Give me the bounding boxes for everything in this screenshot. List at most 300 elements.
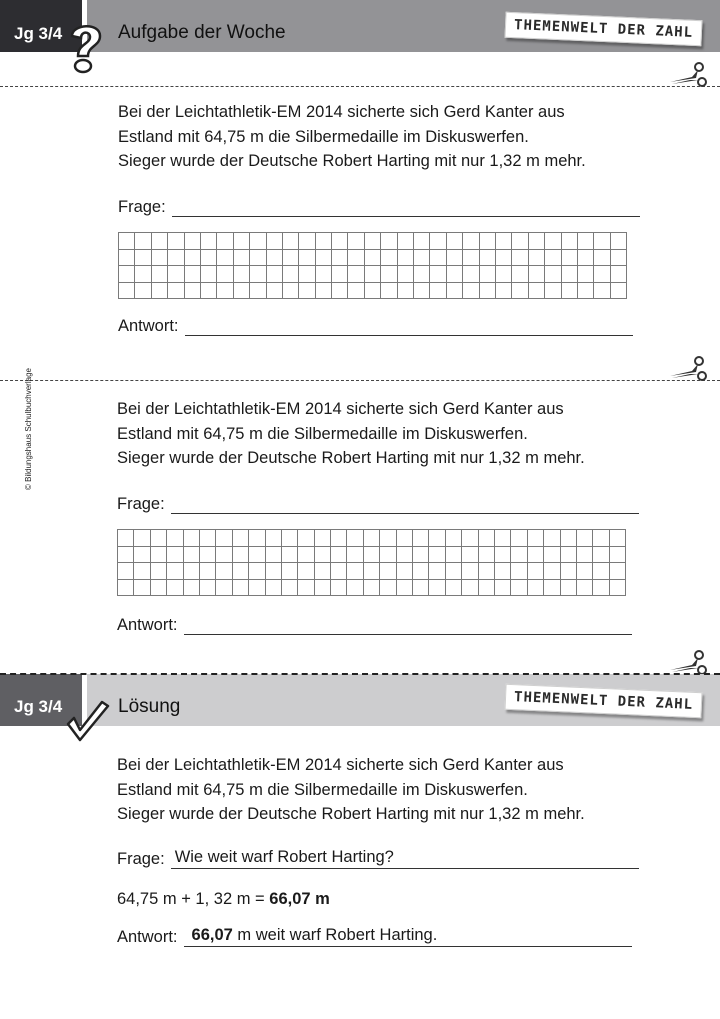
grid-cell[interactable]	[298, 563, 314, 580]
grid-cell[interactable]	[150, 546, 166, 563]
grid-cell[interactable]	[200, 233, 216, 250]
grid-cell[interactable]	[250, 282, 266, 299]
grid-cell[interactable]	[282, 266, 298, 283]
grid-cell[interactable]	[610, 266, 626, 283]
grid-cell[interactable]	[561, 266, 577, 283]
grid-cell[interactable]	[593, 546, 609, 563]
grid-cell[interactable]	[445, 530, 461, 547]
grid-cell[interactable]	[528, 249, 544, 266]
grid-cell[interactable]	[364, 233, 380, 250]
question-label: Frage:	[117, 850, 165, 868]
grid-cell[interactable]	[610, 249, 626, 266]
grid-cell[interactable]	[134, 579, 150, 596]
grid-cell[interactable]	[545, 282, 561, 299]
grid-cell[interactable]	[494, 579, 510, 596]
grid-cell[interactable]	[495, 282, 511, 299]
grid-cell[interactable]	[217, 233, 233, 250]
question-line	[171, 850, 639, 869]
grid-cell[interactable]	[397, 249, 413, 266]
grade-label: Jg 3/4	[14, 697, 63, 716]
grid-cell[interactable]	[184, 249, 200, 266]
grid-cell[interactable]	[347, 579, 363, 596]
grid-cell[interactable]	[249, 579, 265, 596]
grid-cell[interactable]	[413, 563, 429, 580]
grid-cell[interactable]	[560, 579, 576, 596]
grid-cell[interactable]	[512, 282, 528, 299]
grid-cell[interactable]	[183, 546, 199, 563]
grid-cell[interactable]	[249, 563, 265, 580]
answer-line	[184, 928, 632, 947]
grid-cell[interactable]	[199, 546, 215, 563]
grid-cell[interactable]	[380, 579, 396, 596]
grid-cell[interactable]	[200, 282, 216, 299]
answer-field-1[interactable]	[118, 317, 633, 336]
themenwelt-badge: THEMENWELT DER ZAHL	[505, 684, 703, 719]
grid-cell[interactable]	[544, 546, 560, 563]
grid-cell[interactable]	[200, 249, 216, 266]
grid-cell[interactable]	[265, 579, 281, 596]
grid-cell[interactable]	[167, 579, 183, 596]
grid-cell[interactable]	[527, 530, 543, 547]
grid-cell[interactable]	[364, 282, 380, 299]
grid-cell[interactable]	[462, 530, 478, 547]
grid-cell[interactable]	[381, 282, 397, 299]
grid-cell[interactable]	[216, 563, 232, 580]
grid-cell[interactable]	[610, 282, 626, 299]
grid-cell[interactable]	[119, 282, 135, 299]
grid-cell[interactable]	[577, 282, 593, 299]
grid-cell[interactable]	[233, 249, 249, 266]
grid-cell[interactable]	[249, 530, 265, 547]
grid-cell[interactable]	[511, 546, 527, 563]
solution-question-field	[117, 850, 639, 869]
grid-cell[interactable]	[332, 282, 348, 299]
grid-cell[interactable]	[528, 266, 544, 283]
grid-row	[118, 579, 626, 596]
problem-text-solution	[117, 753, 585, 827]
grid-cell[interactable]	[528, 233, 544, 250]
grid-cell[interactable]	[495, 233, 511, 250]
grid-cell[interactable]	[528, 282, 544, 299]
grid-cell[interactable]	[216, 530, 232, 547]
grid-cell[interactable]	[184, 266, 200, 283]
grid-cell[interactable]	[135, 249, 151, 266]
grid-cell[interactable]	[446, 282, 462, 299]
grid-cell[interactable]	[512, 249, 528, 266]
grid-cell[interactable]	[414, 233, 430, 250]
answer-input-line[interactable]	[185, 317, 633, 336]
scissors-icon[interactable]	[668, 354, 708, 384]
grid-cell[interactable]	[414, 266, 430, 283]
grid-cell[interactable]	[462, 579, 478, 596]
grid-cell[interactable]	[183, 579, 199, 596]
grid-cell[interactable]	[594, 233, 610, 250]
problem-text-2	[117, 397, 585, 471]
grid-cell[interactable]	[396, 546, 412, 563]
grid-cell[interactable]	[348, 282, 364, 299]
grid-cell[interactable]	[118, 530, 134, 547]
cut-line	[0, 673, 720, 675]
grid-cell[interactable]	[576, 546, 592, 563]
grid-cell[interactable]	[298, 579, 314, 596]
grid-cell[interactable]	[396, 563, 412, 580]
question-input-line[interactable]	[171, 495, 639, 514]
grid-cell[interactable]	[545, 249, 561, 266]
grid-cell[interactable]	[167, 530, 183, 547]
grid-cell[interactable]	[348, 233, 364, 250]
grid-cell[interactable]	[314, 579, 330, 596]
grid-cell[interactable]	[282, 233, 298, 250]
grid-cell[interactable]	[217, 282, 233, 299]
grid-cell[interactable]	[299, 249, 315, 266]
grid-cell[interactable]	[396, 579, 412, 596]
grid-cell[interactable]	[593, 530, 609, 547]
grid-row	[118, 530, 626, 547]
calculation-result: 66,07 m	[269, 890, 330, 908]
grid-cell[interactable]	[609, 546, 625, 563]
grid-cell[interactable]	[594, 282, 610, 299]
grid-cell[interactable]	[119, 266, 135, 283]
grid-cell[interactable]	[413, 530, 429, 547]
grid-cell[interactable]	[594, 266, 610, 283]
grid-cell[interactable]	[609, 530, 625, 547]
answer-label: Antwort:	[117, 928, 178, 946]
grid-cell[interactable]	[544, 579, 560, 596]
page-title: Aufgabe der Woche	[118, 22, 286, 43]
question-label: Frage:	[117, 495, 165, 513]
grid-cell[interactable]	[150, 563, 166, 580]
grid-cell[interactable]	[232, 546, 248, 563]
grid-row	[119, 233, 627, 250]
grid-cell[interactable]	[266, 233, 282, 250]
grid-cell[interactable]	[183, 563, 199, 580]
grid-cell[interactable]	[331, 530, 347, 547]
grid-cell[interactable]	[250, 233, 266, 250]
themenwelt-badge: THEMENWELT DER ZAHL	[505, 12, 703, 47]
grid-cell[interactable]	[315, 249, 331, 266]
grid-cell[interactable]	[265, 546, 281, 563]
grid-cell[interactable]	[463, 266, 479, 283]
grid-cell[interactable]	[348, 266, 364, 283]
grid-cell[interactable]	[216, 546, 232, 563]
grid-cell[interactable]	[282, 282, 298, 299]
grid-cell[interactable]	[199, 563, 215, 580]
grid-cell[interactable]	[576, 563, 592, 580]
grid-cell[interactable]	[364, 266, 380, 283]
grid-cell[interactable]	[281, 530, 297, 547]
grid-cell[interactable]	[381, 233, 397, 250]
grid-cell[interactable]	[232, 579, 248, 596]
grid-cell[interactable]	[168, 282, 184, 299]
grade-label: Jg 3/4	[14, 24, 63, 43]
grid-cell[interactable]	[576, 579, 592, 596]
grid-cell[interactable]	[561, 282, 577, 299]
question-text: Wie weit warf Robert Harting?	[174, 848, 394, 866]
grid-cell[interactable]	[430, 266, 446, 283]
problem-line: Sieger wurde der Deutsche Robert Harting mit nur 1,32 m mehr.	[118, 152, 586, 170]
grid-cell[interactable]	[199, 530, 215, 547]
grid-cell[interactable]	[232, 563, 248, 580]
problem-line: Bei der Leichtathletik-EM 2014 sicherte sich Gerd Kanter aus	[117, 400, 564, 418]
grid-cell[interactable]	[478, 530, 494, 547]
grid-cell[interactable]	[576, 530, 592, 547]
grid-cell[interactable]	[150, 579, 166, 596]
grid-cell[interactable]	[119, 249, 135, 266]
cut-line	[0, 86, 720, 87]
grid-cell[interactable]	[429, 579, 445, 596]
grid-cell[interactable]	[381, 249, 397, 266]
grid-cell[interactable]	[331, 546, 347, 563]
calculation	[117, 890, 330, 909]
grid-cell[interactable]	[332, 266, 348, 283]
checkmark-icon	[64, 698, 110, 744]
grid-cell[interactable]	[199, 579, 215, 596]
grid-cell[interactable]	[430, 249, 446, 266]
grid-cell[interactable]	[445, 563, 461, 580]
grid-cell[interactable]	[397, 233, 413, 250]
answer-value: 66,07	[191, 926, 233, 944]
solution-title: Lösung	[118, 696, 181, 717]
grid-cell[interactable]	[593, 563, 609, 580]
grid-cell[interactable]	[347, 546, 363, 563]
grid-cell[interactable]	[232, 530, 248, 547]
grid-cell[interactable]	[364, 249, 380, 266]
grid-cell[interactable]	[217, 249, 233, 266]
grid-cell[interactable]	[413, 579, 429, 596]
grid-cell[interactable]	[380, 563, 396, 580]
grid-cell[interactable]	[314, 563, 330, 580]
grid-cell[interactable]	[413, 546, 429, 563]
grid-cell[interactable]	[331, 563, 347, 580]
grid-cell[interactable]	[134, 546, 150, 563]
grid-cell[interactable]	[560, 546, 576, 563]
grid-cell[interactable]	[544, 530, 560, 547]
grid-row	[119, 249, 627, 266]
answer-label: Antwort:	[118, 317, 179, 335]
grid-cell[interactable]	[479, 233, 495, 250]
grid-cell[interactable]	[168, 249, 184, 266]
grid-cell[interactable]	[478, 546, 494, 563]
grid-cell[interactable]	[167, 563, 183, 580]
grid-cell[interactable]	[561, 249, 577, 266]
grid-cell[interactable]	[446, 266, 462, 283]
grid-cell[interactable]	[511, 563, 527, 580]
grid-cell[interactable]	[429, 530, 445, 547]
grid-cell[interactable]	[445, 579, 461, 596]
grid-cell[interactable]	[527, 563, 543, 580]
problem-line: Estland mit 64,75 m die Silbermedaille im Diskuswerfen.	[117, 424, 528, 443]
grid-cell[interactable]	[609, 563, 625, 580]
grid-cell[interactable]	[495, 249, 511, 266]
grid-cell[interactable]	[250, 266, 266, 283]
answer-text	[192, 926, 438, 945]
grid-cell[interactable]	[545, 233, 561, 250]
grid-cell[interactable]	[545, 266, 561, 283]
grid-cell[interactable]	[363, 530, 379, 547]
grid-cell[interactable]	[511, 530, 527, 547]
grid-cell[interactable]	[314, 546, 330, 563]
math-grid-1[interactable]	[118, 232, 627, 299]
grid-cell[interactable]	[463, 282, 479, 299]
grid-cell[interactable]	[150, 530, 166, 547]
grid-cell[interactable]	[134, 563, 150, 580]
grid-cell[interactable]	[494, 563, 510, 580]
grid-cell[interactable]	[184, 233, 200, 250]
grid-cell[interactable]	[347, 530, 363, 547]
grid-cell[interactable]	[299, 266, 315, 283]
grid-cell[interactable]	[299, 233, 315, 250]
grid-cell[interactable]	[315, 233, 331, 250]
grid-cell[interactable]	[429, 563, 445, 580]
grid-cell[interactable]	[494, 546, 510, 563]
grid-cell[interactable]	[282, 249, 298, 266]
grid-cell[interactable]	[414, 282, 430, 299]
grid-cell[interactable]	[397, 266, 413, 283]
grid-cell[interactable]	[430, 282, 446, 299]
grid-cell[interactable]	[249, 546, 265, 563]
question-field-1[interactable]	[118, 198, 640, 217]
grid-cell[interactable]	[380, 546, 396, 563]
grid-cell[interactable]	[478, 563, 494, 580]
grid-cell[interactable]	[560, 530, 576, 547]
grid-cell[interactable]	[151, 266, 167, 283]
grid-cell[interactable]	[445, 546, 461, 563]
grid-cell[interactable]	[462, 563, 478, 580]
grid-row	[119, 266, 627, 283]
grid-cell[interactable]	[200, 266, 216, 283]
grid-cell[interactable]	[446, 249, 462, 266]
grid-row	[119, 282, 627, 299]
grid-cell[interactable]	[463, 233, 479, 250]
grid-cell[interactable]	[266, 266, 282, 283]
grid-cell[interactable]	[414, 249, 430, 266]
cut-line	[0, 380, 720, 381]
question-field-2[interactable]	[117, 495, 639, 514]
grid-cell[interactable]	[527, 579, 543, 596]
grid-cell[interactable]	[363, 579, 379, 596]
answer-input-line[interactable]	[184, 616, 632, 635]
grid-cell[interactable]	[119, 233, 135, 250]
grid-cell[interactable]	[594, 249, 610, 266]
grid-cell[interactable]	[446, 233, 462, 250]
grid-cell[interactable]	[281, 579, 297, 596]
grid-cell[interactable]	[430, 233, 446, 250]
grid-cell[interactable]	[363, 563, 379, 580]
grid-cell[interactable]	[479, 266, 495, 283]
grid-cell[interactable]	[610, 233, 626, 250]
grid-cell[interactable]	[463, 249, 479, 266]
grid-cell[interactable]	[281, 563, 297, 580]
solution-answer-field	[117, 928, 632, 947]
grid-cell[interactable]	[380, 530, 396, 547]
grid-cell[interactable]	[348, 249, 364, 266]
grid-cell[interactable]	[118, 546, 134, 563]
scissors-icon[interactable]	[668, 60, 708, 90]
grid-cell[interactable]	[135, 282, 151, 299]
grid-cell[interactable]	[544, 563, 560, 580]
grid-cell[interactable]	[250, 249, 266, 266]
grid-cell[interactable]	[511, 579, 527, 596]
grid-cell[interactable]	[512, 266, 528, 283]
grid-cell[interactable]	[184, 282, 200, 299]
grid-cell[interactable]	[299, 282, 315, 299]
grid-cell[interactable]	[135, 266, 151, 283]
grid-cell[interactable]	[314, 530, 330, 547]
problem-text-1	[118, 100, 586, 174]
grid-cell[interactable]	[134, 530, 150, 547]
calculation-expression: 64,75 m + 1, 32 m =	[117, 890, 270, 908]
grid-cell[interactable]	[429, 546, 445, 563]
grid-cell[interactable]	[265, 563, 281, 580]
grid-cell[interactable]	[495, 266, 511, 283]
grid-cell[interactable]	[315, 282, 331, 299]
grid-cell[interactable]	[332, 233, 348, 250]
grid-cell[interactable]	[332, 249, 348, 266]
grid-cell[interactable]	[560, 563, 576, 580]
grid-cell[interactable]	[494, 530, 510, 547]
grid-cell[interactable]	[118, 563, 134, 580]
grid-cell[interactable]	[151, 249, 167, 266]
grid-cell[interactable]	[118, 579, 134, 596]
grid-cell[interactable]	[281, 546, 297, 563]
grid-cell[interactable]	[577, 249, 593, 266]
grid-cell[interactable]	[266, 249, 282, 266]
math-grid-2[interactable]	[117, 529, 626, 596]
grid-cell[interactable]	[151, 233, 167, 250]
grid-cell[interactable]	[265, 530, 281, 547]
grid-cell[interactable]	[593, 579, 609, 596]
copyright-notice: © Bildungshaus Schulbuchverlage	[24, 368, 33, 490]
problem-line: Bei der Leichtathletik-EM 2014 sicherte sich Gerd Kanter aus	[117, 756, 564, 774]
answer-field-2[interactable]	[117, 616, 632, 635]
grid-cell[interactable]	[577, 266, 593, 283]
grid-cell[interactable]	[479, 282, 495, 299]
grid-cell[interactable]	[183, 530, 199, 547]
grid-cell[interactable]	[609, 579, 625, 596]
grid-cell[interactable]	[561, 233, 577, 250]
grid-cell[interactable]	[216, 579, 232, 596]
grid-cell[interactable]	[462, 546, 478, 563]
grid-cell[interactable]	[298, 546, 314, 563]
grid-cell[interactable]	[217, 266, 233, 283]
grid-cell[interactable]	[167, 546, 183, 563]
grid-cell[interactable]	[168, 266, 184, 283]
grid-cell[interactable]	[479, 249, 495, 266]
grid-cell[interactable]	[397, 282, 413, 299]
grid-cell[interactable]	[381, 266, 397, 283]
grid-cell[interactable]	[331, 579, 347, 596]
grid-cell[interactable]	[135, 233, 151, 250]
grid-cell[interactable]	[233, 282, 249, 299]
answer-sentence: m weit warf Robert Harting.	[232, 926, 438, 944]
grid-cell[interactable]	[151, 282, 167, 299]
question-input-line[interactable]	[172, 198, 640, 217]
grid-cell[interactable]	[233, 266, 249, 283]
grid-cell[interactable]	[363, 546, 379, 563]
problem-line: Estland mit 64,75 m die Silbermedaille im Diskuswerfen.	[118, 127, 529, 146]
grid-cell[interactable]	[315, 266, 331, 283]
grid-cell[interactable]	[298, 530, 314, 547]
grid-cell[interactable]	[512, 233, 528, 250]
grid-cell[interactable]	[266, 282, 282, 299]
grid-cell[interactable]	[527, 546, 543, 563]
grid-cell[interactable]	[347, 563, 363, 580]
grid-cell[interactable]	[577, 233, 593, 250]
grid-cell[interactable]	[478, 579, 494, 596]
grid-cell[interactable]	[396, 530, 412, 547]
grid-cell[interactable]	[233, 233, 249, 250]
grid-cell[interactable]	[168, 233, 184, 250]
